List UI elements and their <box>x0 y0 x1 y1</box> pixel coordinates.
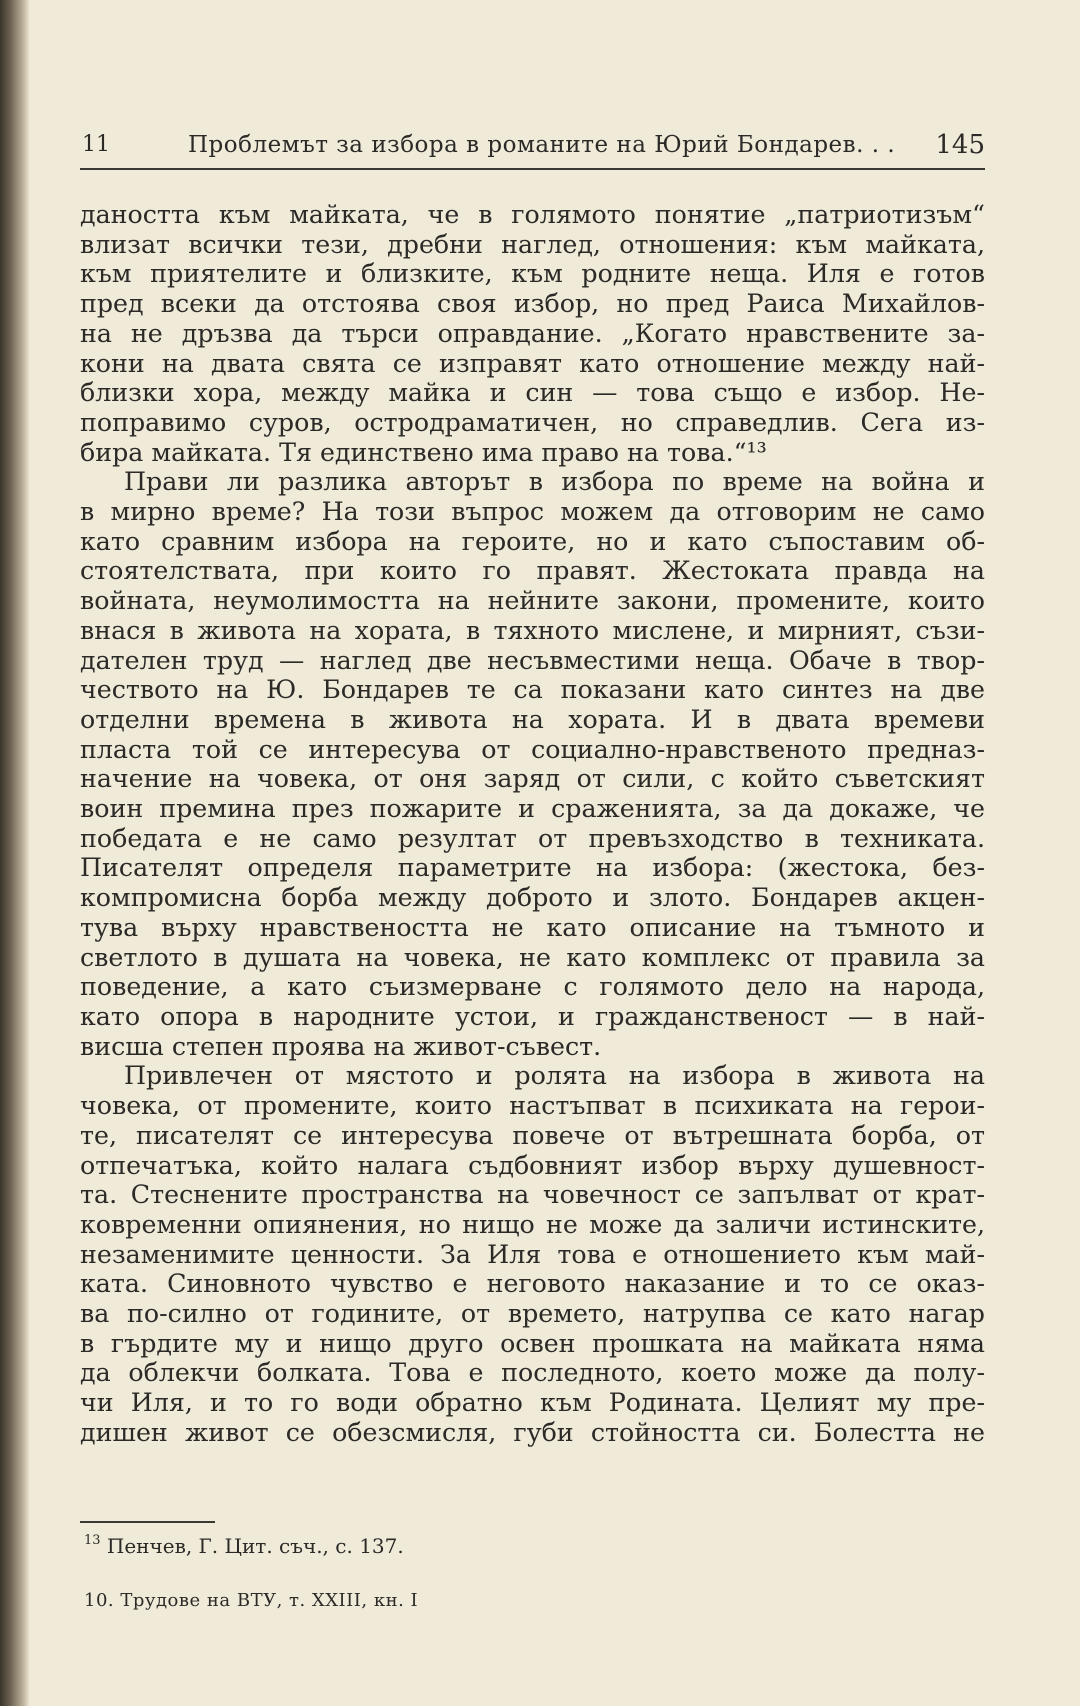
footnote <box>84 1534 404 1558</box>
text-line: като опора в народните устои, и гражданственост — в най- <box>80 1001 985 1031</box>
footnote-number: 13 <box>84 1533 101 1548</box>
text-line: към приятелите и близките, към родните неща. Иля е готов <box>80 259 985 289</box>
text-line: отпечатъка, който налага съдбовният избор върху душевност- <box>80 1150 985 1180</box>
text-line: стоятелствата, при които го правят. Жестоката правда на <box>80 556 985 586</box>
text-line: те, писателят се интересува повече от вътрешната борба, от <box>80 1120 985 1150</box>
text-line: ката. Синовното чувство е неговото наказание и то се оказ- <box>80 1269 985 1299</box>
text-line: човека, от промените, които настъпват в психиката на герои- <box>80 1091 985 1121</box>
footnote-text: Пенчев, Г. Цит. съч., с. 137. <box>106 1534 404 1558</box>
text-line: тува върху нравствеността не като описание на тъмното и <box>80 912 985 942</box>
text-line: чеството на Ю. Бондарев те са показани като синтез на две <box>80 675 985 705</box>
text-line: на не дръзва да търси оправдание. „Когато нравствените за- <box>80 318 985 348</box>
footnote-rule <box>80 1521 215 1523</box>
header-number: 11 <box>82 132 110 157</box>
text-line: Прави ли разлика авторът в избора по време на война и <box>124 467 985 497</box>
text-line: Привлечен от мястото и ролята на избора в живота на <box>124 1061 985 1091</box>
text-line: поправимо суров, остродраматичен, но справедлив. Сега из- <box>80 407 985 437</box>
text-line: пласта той се интересува от социално-нравственото предназ- <box>80 734 985 764</box>
text-line: дателен труд — наглед две несъвместими неща. Обаче в твор- <box>80 645 985 675</box>
text-line: влизат всички тези, дребни наглед, отношения: към майката, <box>80 229 985 259</box>
text-line: незаменимите ценности. За Иля това е отношението към май- <box>80 1239 985 1269</box>
text-line: войната, неумолимостта на нейните закони, промените, които <box>80 586 985 616</box>
book-spine-shadow <box>0 0 30 1706</box>
text-line: висша степен проява на живот-съвест. <box>80 1031 602 1061</box>
text-line: кони на двата свята се изправят като отношение между най- <box>80 348 985 378</box>
text-line: компромисна борба между доброто и злото. Бондарев акцен- <box>80 883 985 913</box>
text-line: даността към майката, че в голямото понятие „патриотизъм“ <box>80 200 985 229</box>
page-number: 145 <box>935 130 985 160</box>
text-line: бира майката. Тя единствено има право на това.“¹³ <box>80 437 767 467</box>
text-line: отделни времена в живота на хората. И в двата времеви <box>80 704 985 734</box>
text-line: чи Иля, и то го води обратно към Родината. Целият му пре- <box>80 1388 985 1418</box>
paragraph-2 <box>80 467 985 1061</box>
text-line: като сравним избора на героите, но и като съпоставим об- <box>80 526 985 556</box>
text-line: светлото в душата на човека, не като комплекс от правила за <box>80 942 985 972</box>
paragraph-3 <box>80 1061 985 1447</box>
text-line: начение на човека, от оня заряд от сили, с който съветският <box>80 764 985 794</box>
text-line: ковременни опиянения, но нищо не може да заличи истинските, <box>80 1209 985 1239</box>
text-line: Писателят определя параметрите на избора: (жестока, без- <box>80 853 985 883</box>
text-line: поведение, а като съизмерване с голямото дело на народа, <box>80 972 985 1002</box>
text-line: ва по-силно от годините, от времето, натрупва се като нагар <box>80 1299 985 1329</box>
text-line: да облекчи болката. Това е последното, което може да полу- <box>80 1358 985 1388</box>
text-line: в мирно време? На този въпрос можем да отговорим не само <box>80 497 985 527</box>
text-line: победата е не само резултат от превъзходство в техниката. <box>80 823 985 853</box>
text-line: та. Стеснените пространства на човечност се запълват от крат- <box>80 1180 985 1210</box>
signature-line: 10. Трудове на ВТУ, т. XXIII, кн. I <box>84 1590 419 1611</box>
text-line: дишен живот се обезсмисля, губи стойността си. Болестта не <box>80 1417 985 1447</box>
text-line: близки хора, между майка и син — това също е избор. Не- <box>80 378 985 408</box>
text-line: внася в живота на хората, в тяхното мислене, и мирният, съзи- <box>80 615 985 645</box>
text-line: воин премина през пожарите и сраженията, за да докаже, че <box>80 794 985 824</box>
text-line: в гърдите му и нищо друго освен прошката на майката няма <box>80 1328 985 1358</box>
running-title: Проблемът за избора в романите на Юрий Бондарев. . . <box>188 132 896 158</box>
running-header <box>80 128 985 170</box>
text-line: пред всеки да отстоява своя избор, но пред Раиса Михайлов- <box>80 289 985 319</box>
paragraph-1 <box>80 200 985 467</box>
body-text <box>80 200 985 1448</box>
